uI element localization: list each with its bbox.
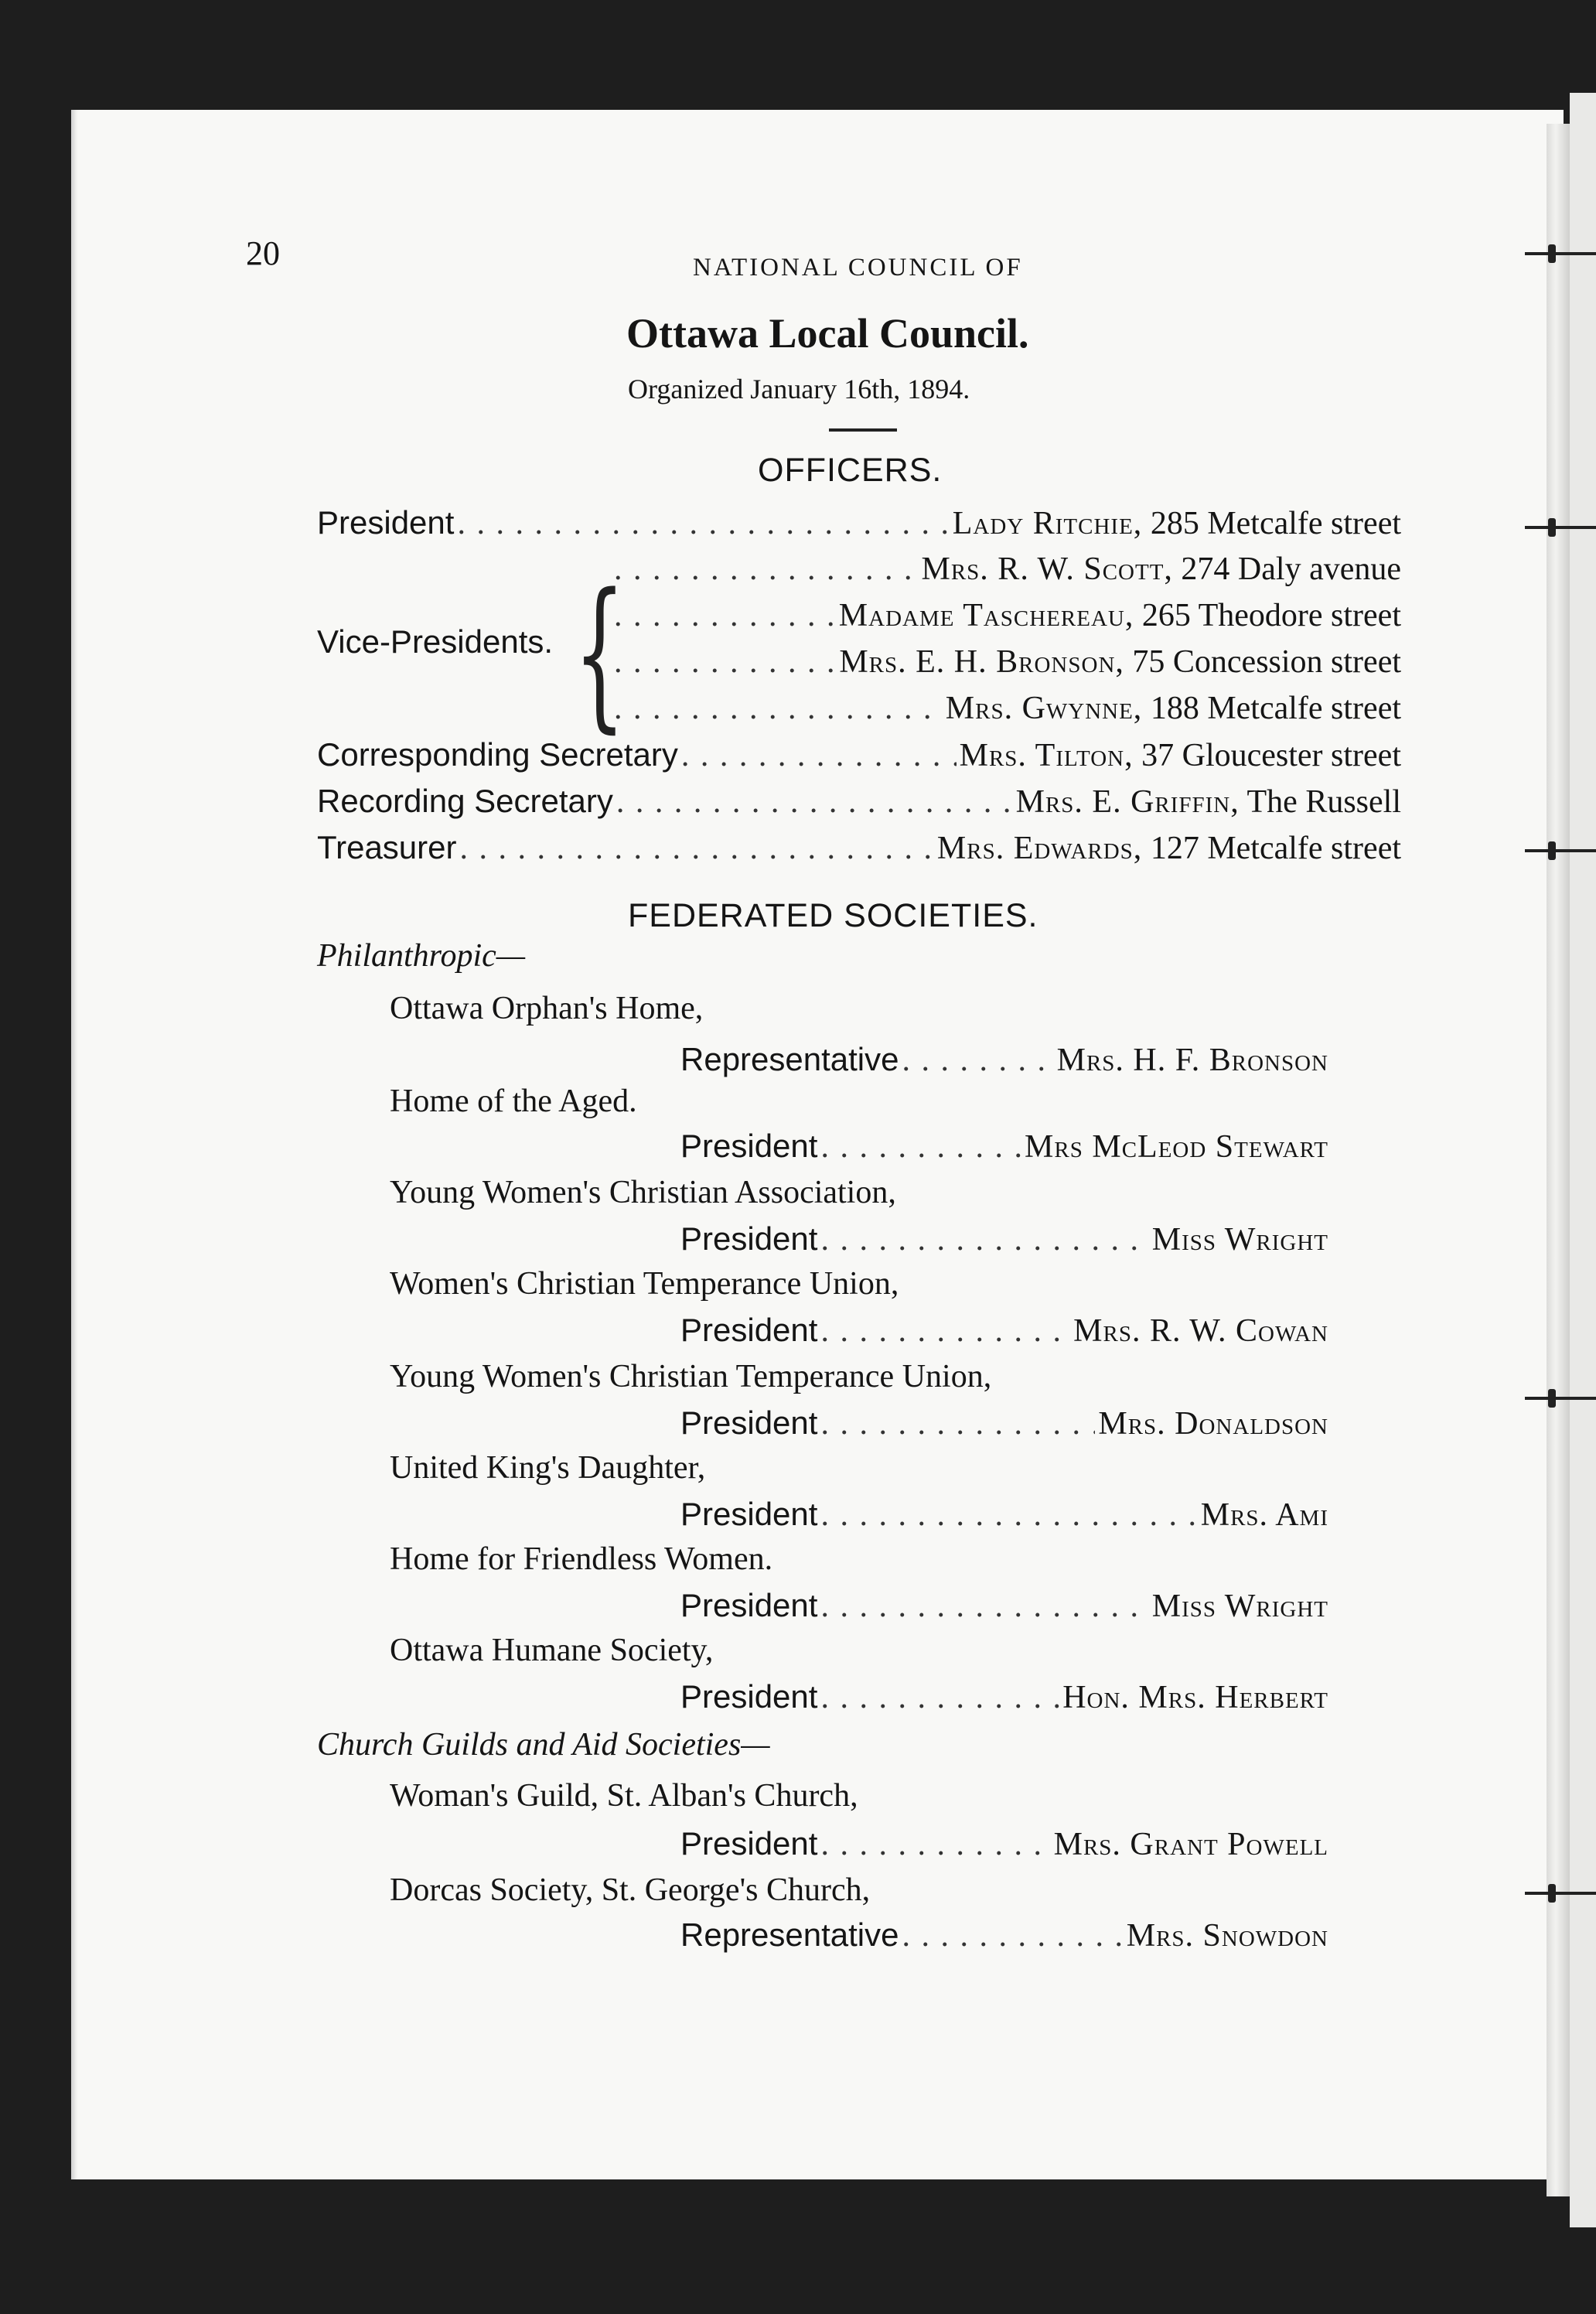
dot-leader <box>902 1042 1054 1079</box>
officer-name: Mrs. R. W. Scott, <box>921 551 1173 587</box>
role-label: President <box>680 1678 818 1715</box>
officer-name: Madame Taschereau, <box>838 598 1134 633</box>
officer-address: 75 Concession street <box>1132 644 1401 680</box>
officer-address: 285 Metcalfe street <box>1150 506 1401 541</box>
society-officer-row <box>680 1587 1328 1625</box>
binding-stitch <box>1525 526 1596 529</box>
officer-name: Mrs. Tilton, <box>959 738 1134 773</box>
person-name: Miss Wright <box>1151 1589 1328 1624</box>
dot-leader <box>820 1679 1059 1716</box>
binding-stitch <box>1525 849 1596 852</box>
society-name: Woman's Guild, St. Alban's Church, <box>390 1778 858 1814</box>
officer-address: 188 Metcalfe street <box>1150 691 1401 726</box>
dot-leader <box>902 1917 1124 1954</box>
society-name: Young Women's Christian Association, <box>390 1175 896 1210</box>
person-name: Hon. Mrs. Herbert <box>1062 1680 1328 1715</box>
category-heading: Philanthropic— <box>317 938 526 974</box>
binding-stitch <box>1525 252 1596 255</box>
person-name: Miss Wright <box>1151 1222 1328 1258</box>
role-label: President <box>680 1128 818 1164</box>
society-name: Dorcas Society, St. George's Church, <box>390 1872 871 1908</box>
officer-row-treasurer <box>317 829 1401 867</box>
dot-leader <box>820 1497 1197 1534</box>
role-label: President <box>680 1496 818 1532</box>
dot-leader <box>681 737 957 774</box>
dot-leader <box>614 551 918 588</box>
officer-title: President <box>317 504 455 541</box>
title-rule <box>829 428 897 432</box>
dot-leader <box>460 830 934 867</box>
dot-leader <box>820 1826 1050 1863</box>
dot-leader <box>457 505 949 542</box>
binding-stitch <box>1525 1892 1596 1895</box>
society-officer-row <box>680 1220 1328 1258</box>
running-head: NATIONAL COUNCIL OF <box>693 254 1023 282</box>
page-title: Ottawa Local Council. <box>626 310 1029 357</box>
vice-president-row <box>611 551 1401 588</box>
binding-stitch <box>1525 1397 1596 1400</box>
role-label: President <box>680 1587 818 1623</box>
society-officer-row <box>680 1041 1328 1079</box>
officer-name: Mrs. Gwynne, <box>945 691 1143 726</box>
society-officer-row <box>680 1404 1328 1442</box>
officer-name: Lady Ritchie, <box>952 506 1143 541</box>
role-label: President <box>680 1312 818 1348</box>
dot-leader <box>820 1221 1148 1258</box>
society-officer-row <box>680 1825 1328 1863</box>
dot-leader <box>820 1405 1095 1442</box>
person-name: Mrs. H. F. Bronson <box>1056 1043 1328 1078</box>
society-officer-row <box>680 1496 1328 1534</box>
officer-title: Recording Secretary <box>317 783 613 819</box>
vice-president-row <box>611 597 1401 634</box>
society-officer-row <box>680 1128 1328 1166</box>
category-heading: Church Guilds and Aid Societies— <box>317 1727 770 1763</box>
vice-president-row <box>611 643 1401 681</box>
society-name: United King's Daughter, <box>390 1450 706 1486</box>
dot-leader <box>614 597 836 634</box>
vice-president-row <box>611 690 1401 727</box>
person-name: Mrs McLeod Stewart <box>1025 1129 1328 1165</box>
officer-name: Mrs. Edwards, <box>936 831 1143 866</box>
officers-heading: OFFICERS. <box>758 452 943 489</box>
officer-row-corresponding-secretary <box>317 736 1401 774</box>
dot-leader <box>820 1128 1021 1166</box>
book-spine <box>1570 93 1596 2227</box>
officer-address: 127 Metcalfe street <box>1150 831 1401 866</box>
vice-presidents-label: Vice-Presidents. <box>317 623 554 660</box>
society-name: Ottawa Humane Society, <box>390 1633 714 1668</box>
role-label: President <box>680 1404 818 1441</box>
person-name: Mrs. Grant Powell <box>1053 1827 1328 1862</box>
person-name: Mrs. Donaldson <box>1098 1406 1328 1442</box>
role-label: President <box>680 1825 818 1862</box>
person-name: Mrs. Snowdon <box>1126 1918 1328 1954</box>
officer-name: Mrs. E. Griffin, <box>1015 784 1240 820</box>
officer-address: 274 Daly avenue <box>1181 551 1401 587</box>
person-name: Mrs. Ami <box>1200 1497 1328 1533</box>
officer-title: Treasurer <box>317 829 457 865</box>
society-name: Ottawa Orphan's Home, <box>390 991 704 1026</box>
curly-brace: { <box>574 558 626 748</box>
society-name: Women's Christian Temperance Union, <box>390 1266 899 1302</box>
dot-leader <box>820 1588 1148 1625</box>
officer-address: 37 Gloucester street <box>1141 738 1401 773</box>
society-name: Home of the Aged. <box>390 1084 637 1119</box>
society-name: Home for Friendless Women. <box>390 1541 773 1577</box>
officer-address: The Russell <box>1246 784 1401 820</box>
role-label: Representative <box>680 1041 899 1077</box>
dot-leader <box>820 1312 1070 1350</box>
role-label: President <box>680 1220 818 1257</box>
person-name: Mrs. R. W. Cowan <box>1073 1313 1328 1349</box>
society-officer-row <box>680 1916 1328 1954</box>
federated-heading: FEDERATED SOCIETIES. <box>628 897 1038 934</box>
role-label: Representative <box>680 1916 899 1953</box>
officer-title: Corresponding Secretary <box>317 736 678 773</box>
officer-row-recording-secretary <box>317 783 1401 821</box>
society-officer-row <box>680 1678 1328 1716</box>
society-name: Young Women's Christian Temperance Union, <box>390 1359 992 1394</box>
officer-name: Mrs. E. H. Bronson, <box>839 644 1124 680</box>
society-officer-row <box>680 1312 1328 1350</box>
dot-leader <box>616 783 1013 821</box>
dot-leader <box>614 690 943 727</box>
officer-row-president <box>317 504 1401 542</box>
officer-address: 265 Theodore street <box>1141 598 1401 633</box>
page-number: 20 <box>246 234 280 272</box>
subtitle: Organized January 16th, 1894. <box>628 374 970 404</box>
dot-leader <box>614 643 836 681</box>
